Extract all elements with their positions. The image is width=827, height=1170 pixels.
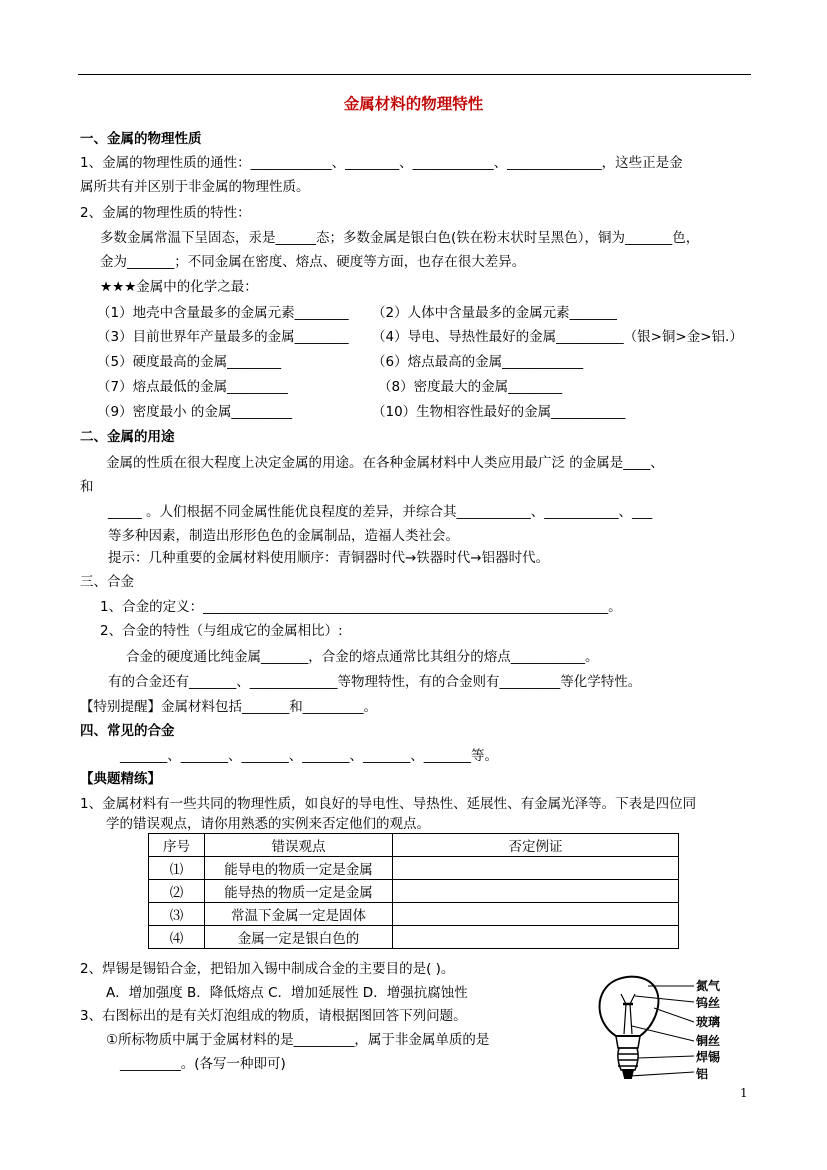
- question-line: ①所标物质中属于金属材料的是_________，属于非金属单质的是: [106, 1032, 490, 1048]
- superlative-item: （5）硬度最高的金属________: [97, 354, 282, 370]
- table-header-cell: 否定例证: [393, 834, 679, 857]
- table-header-cell: 序号: [149, 834, 205, 857]
- table-cell: 能导热的物质一定是金属: [205, 880, 393, 903]
- table-cell: [393, 857, 679, 880]
- superlative-item: （3）目前世界年产量最多的金属________: [97, 329, 349, 345]
- bulb-label: 钨丝: [696, 996, 721, 1010]
- question-line: 多数金属常温下呈固态，汞是______态；多数金属是银白色(铁在粉末状时呈黑色），铜为_______色，: [100, 230, 700, 246]
- page-title: 金属材料的物理特性: [343, 95, 484, 113]
- superlative-item: （2）人体中含量最多的金属元素_______: [372, 305, 617, 321]
- question-line: 2、合金的特性（与组成它的金属相比）:: [100, 623, 343, 639]
- table-header-row: [149, 834, 679, 857]
- question-line: _____ 。人们根据不同金属性能优良程度的差异，并综合其___________、___________、___: [108, 504, 653, 520]
- table-cell: [393, 903, 679, 926]
- section-3-heading: 三、合金: [80, 574, 134, 590]
- question-line: 和: [80, 479, 94, 495]
- question-line: 属所共有并区别于非金属的物理性质。: [80, 179, 310, 195]
- superlative-item: （1）地壳中含量最多的金属元素________: [97, 305, 349, 321]
- table-cell: [393, 926, 679, 949]
- section-1-heading: 一、金属的物理性质: [80, 131, 202, 147]
- superlative-item: （7）熔点最低的金属_________: [97, 379, 288, 395]
- table-row: [149, 903, 679, 926]
- question-line: 1、金属材料有一些共同的物理性质，如良好的导电性、导热性、延展性、有金属光泽等。下表是四位同: [80, 796, 697, 812]
- table-row: [149, 857, 679, 880]
- label-pointers: [630, 986, 694, 1076]
- question-line: 有的合金还有_______、_____________等物理特性，有的合金则有_________等化学特性。: [108, 674, 642, 690]
- section-4-heading: 四、常见的合金: [80, 723, 175, 739]
- table-row: [149, 926, 679, 949]
- question-line: 2、金属的物理性质的特性：: [80, 205, 251, 221]
- question-line: 合金的硬度通比纯金属_______，合金的熔点通常比其组分的熔点___________。: [126, 649, 599, 665]
- table-cell: 能导电的物质一定是金属: [205, 857, 393, 880]
- question-line: _______、_______、_______、_______、_______、_______等。: [120, 748, 498, 764]
- table-cell: ⑷: [149, 926, 205, 949]
- question-line: 3、右图标出的是有关灯泡组成的物质，请根据图回答下列问题。: [80, 1008, 467, 1024]
- table-cell: [393, 880, 679, 903]
- page-number: 1: [740, 1086, 748, 1100]
- section-5-heading: 【典题精练】: [80, 771, 161, 787]
- lightbulb-icon: [600, 977, 659, 1078]
- misconceptions-table: [148, 833, 679, 949]
- question-line: 1、合金的定义：____________________________________________________________。: [100, 599, 622, 615]
- superlative-item: （4）导电、导热性最好的金属__________（银>铜>金>铝.）: [372, 329, 743, 345]
- superlative-item: （8）密度最大的金属________: [378, 379, 563, 395]
- table-row: [149, 880, 679, 903]
- bulb-label: 玻璃: [696, 1015, 721, 1029]
- question-line: 1、金属的物理性质的通性：____________、________、____________、______________，这些正是金: [80, 155, 683, 171]
- table-cell: 金属一定是银白色的: [205, 926, 393, 949]
- table-cell: ⑵: [149, 880, 205, 903]
- bulb-label: 铜丝: [696, 1034, 721, 1048]
- question-line: 金为_______；不同金属在密度、熔点、硬度等方面，也存在很大差异。: [100, 254, 526, 270]
- question-line: 学的错误观点，请你用熟悉的实例来否定他们的观点。: [106, 816, 430, 832]
- superlative-item: （6）熔点最高的金属____________: [372, 354, 584, 370]
- superlative-item: （10）生物相容性最好的金属___________: [372, 404, 626, 420]
- question-line: 2、焊锡是锡铅合金，把铅加入锡中制成合金的主要目的是( )。: [80, 961, 455, 977]
- bulb-label: 氮气: [696, 979, 721, 993]
- superlatives-heading: ★★★金属中的化学之最：: [100, 279, 258, 295]
- question-line: 等多种因素，制造出形形色色的金属制品，造福人类社会。: [108, 528, 459, 544]
- section-2-heading: 二、金属的用途: [80, 429, 175, 445]
- table-cell: ⑶: [149, 903, 205, 926]
- table-cell: ⑴: [149, 857, 205, 880]
- lightbulb-diagram: [590, 974, 795, 1088]
- answer-options: A．增加强度 B．降低熔点 C．增加延展性 D．增强抗腐蚀性: [106, 985, 468, 1001]
- question-line: _________。(各写一种即可): [120, 1056, 286, 1072]
- header-rule: [78, 74, 751, 75]
- bulb-label: 焊锡: [696, 1050, 721, 1064]
- question-line: 金属的性质在很大程度上决定金属的用途。在各种金属材料中人类应用最广泛 的金属是____、: [106, 455, 664, 471]
- bulb-label: 铝: [696, 1067, 709, 1081]
- table-header-cell: 错误观点: [205, 834, 393, 857]
- special-note: 【特别提醒】金属材料包括_______和_________。: [80, 699, 377, 715]
- table-cell: 常温下金属一定是固体: [205, 903, 393, 926]
- superlative-item: （9）密度最小 的金属_________: [97, 404, 293, 420]
- hint-line: 提示：几种重要的金属材料使用顺序：青铜器时代→铁器时代→铝器时代。: [108, 550, 550, 566]
